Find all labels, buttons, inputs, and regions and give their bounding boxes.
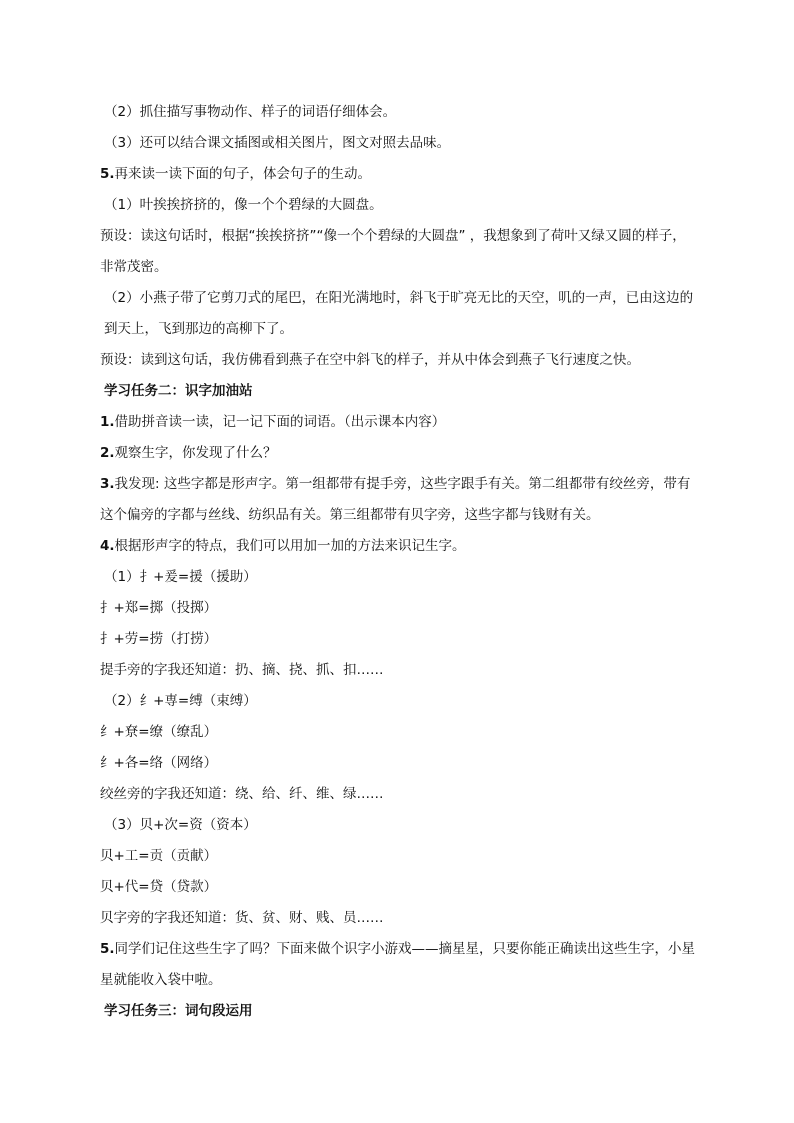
item-text: 我发现: 这些字都是形声字。第一组都带有提手旁，这些字跟手有关。第二组都带有绞丝旁，带有这个偏旁的字都与丝线、纺织品有关。第三组都带有贝字旁，这些字都与钱财有关。 [100,476,691,523]
section-heading-3: 学习任务三：词句段运用 [104,1003,253,1019]
item-number: 1. [100,414,115,430]
paragraph-3 [100,159,696,190]
group-3-line-3: 贝+代=贷（贷款） [100,879,218,895]
task-3 [100,469,696,531]
group-3-line-2: 贝+工=贡（贡献） [100,848,218,864]
group-1-line-3: 扌+劳=捞（打捞） [100,631,218,647]
item-number: 3. [100,476,115,492]
group-3-line-1: （3）贝+次=资（资本） [104,817,257,833]
item-number: 5. [100,166,115,182]
task-5 [100,934,696,996]
item-number: 5. [100,941,115,957]
group-1-line-2: 扌+郑=掷（投掷） [100,600,218,616]
item-number: 4. [100,538,115,554]
group-2-line-4: 绞丝旁的字我还知道：绕、给、纤、维、绿…… [100,786,384,802]
paragraph-2: （3）还可以结合课文插图或相关图片，图文对照去品味。 [104,135,451,151]
task-1 [100,407,696,438]
item-number: 2. [100,445,115,461]
group-2-line-1: （2）纟+専=缚（束缚） [104,693,257,709]
document-page [100,97,696,1027]
group-2-line-3: 纟+各=络（网络） [100,755,218,771]
item-text: 观察生字，你发现了什么？ [114,445,277,461]
item-text: 再来读一读下面的句子，体会句子的生动。 [114,166,372,182]
item-text: 根据形声字的特点，我们可以用加一加的方法来识记生字。 [114,538,466,554]
group-1-line-1: （1）扌+爰=援（援助） [104,569,257,585]
group-3-line-4: 贝字旁的字我还知道：货、贫、财、贱、员…… [100,910,384,926]
paragraph-4: （1）叶挨挨挤挤的，像一个个碧绿的大圆盘。 [104,197,383,213]
item-text: 同学们记住这些生字了吗？下面来做个识字小游戏——摘星星，只要你能正确读出这些生字，小星星就能收入袋中啦。 [100,941,696,988]
group-2-line-2: 纟+尞=缭（缭乱） [100,724,218,740]
paragraph-5: 预设：读这句话时，根据“挨挨挤挤”“像一个个碧绿的大圆盘” ，我想象到了荷叶又绿又圆的样子，非常茂密。 [100,228,686,275]
group-1-line-4: 提手旁的字我还知道：扔、摘、挠、抓、扣…… [100,662,384,678]
paragraph-7: 预设：读到这句话，我仿佛看到燕子在空中斜飞的样子，并从中体会到燕子飞行速度之快。 [100,352,640,368]
paragraph-6: （2）小燕子带了它剪刀式的尾巴，在阳光满地时，斜飞于旷亮无比的天空，叽的一声，已由这边的到天上，飞到那边的高柳下了。 [104,290,694,337]
section-heading-2: 学习任务二：识字加油站 [104,383,253,399]
item-text: 借助拼音读一读，记一记下面的词语。（出示课本内容） [114,414,446,430]
task-4 [100,531,696,562]
task-2 [100,438,696,469]
paragraph-1: （2）抓住描写事物动作、样子的词语仔细体会。 [104,104,397,120]
